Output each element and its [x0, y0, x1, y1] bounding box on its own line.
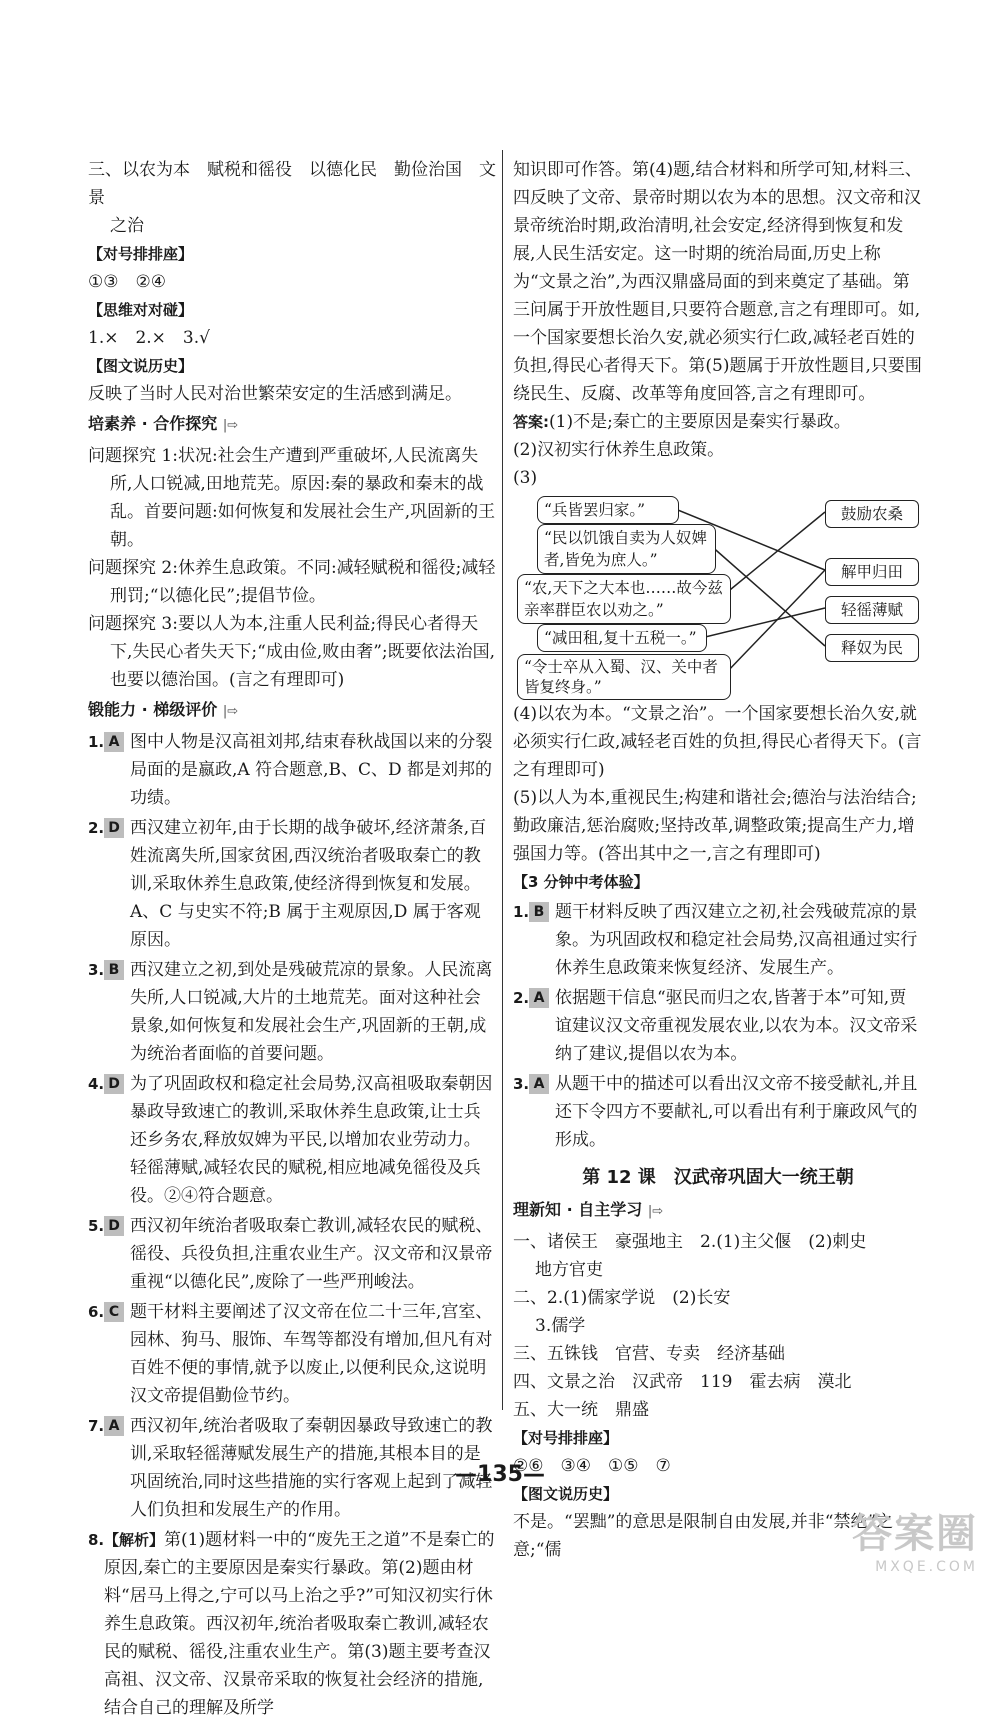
answer-choice: A — [529, 988, 549, 1008]
section-lixin — [513, 1196, 923, 1226]
section-three-cont: 之治 — [110, 216, 144, 236]
answer-item — [88, 814, 496, 954]
answer-5: (5)以人为本,重视民生;构建和谐社会;德治与法治结合;勤政廉洁,惩治腐败;坚持改革,调整政策;提高生产力,增强国力等。(答出其中之一,言之有理即可) — [513, 788, 917, 864]
quote-box: “令士卒从入蜀、汉、关中者皆复终身。” — [517, 654, 731, 700]
heading-3min: 【3 分钟中考体验】 — [513, 873, 649, 891]
policy-box: 轻徭薄赋 — [825, 596, 919, 624]
answer-choice: D — [104, 1216, 124, 1236]
item-explanation: 为了巩固政权和稳定社会局势,汉高祖吸取秦朝因暴政导致速亡的教训,采取休养生息政策,让士兵还乡务农,释放奴婢为平民,以增加农业劳动力。轻徭薄赋,减轻农民的赋税,相应地减免徭役及兵役。②④符合题意。 — [130, 1074, 493, 1206]
tuwen-answer: 反映了当时人民对治世繁荣安定的生活感到满足。 — [88, 384, 462, 404]
answer-choice: D — [104, 1074, 124, 1094]
quote-box: “农,天下之大本也……故今兹亲率群臣农以劝之。” — [517, 574, 731, 624]
policy-box: 释奴为民 — [825, 634, 919, 662]
policy-box: 解甲归田 — [825, 558, 919, 586]
answer-block — [513, 408, 923, 436]
match-line — [725, 570, 825, 674]
item-number: 8. — [88, 1531, 105, 1549]
left-column — [88, 156, 496, 1722]
answer-4: (4)以农为本。“文景之治”。一个国家要想长治久安,就必须实行仁政,减轻老百姓的负担,得民心者得天下。(言之有理即可) — [513, 704, 922, 780]
item-explanation: 西汉初年统治者吸取秦亡教训,减轻农民的赋税、徭役、兵役负担,注重农业生产。汉文帝和汉景帝重视“以德化民”,废除了一些严刑峻法。 — [130, 1216, 493, 1292]
answer-2: (2)汉初实行休养生息政策。 — [513, 440, 725, 460]
knowledge-3: 三、五铢钱 官营、专卖 经济基础 — [513, 1344, 785, 1364]
answer-label: 答案: — [513, 413, 549, 431]
tuwen-answer-2: 不是。“罢黜”的意思是限制自由发展,并非“禁绝”之意;“儒 — [513, 1512, 894, 1560]
answer-1: (1)不是;秦亡的主要原因是秦实行暴政。 — [549, 412, 851, 432]
inquiry-2: 问题探究 2:休养生息政策。不同:减轻赋税和徭役;减轻刑罚;“以德化民”;提倡节俭。 — [88, 558, 496, 606]
item-explanation: 西汉初年,统治者吸取了秦朝因暴政导致速亡的教训,采取轻徭薄赋发展生产的措施,其根本目的是巩固统治,同时这些措施的实行客观上起到了减轻人们负担和发展生产的作用。 — [130, 1416, 493, 1520]
right-column — [513, 156, 923, 1564]
answer-item — [88, 1212, 496, 1296]
answer-choice: C — [104, 1302, 124, 1322]
item-explanation: 图中人物是汉高祖刘邦,结束春秋战国以来的分裂局面的是嬴政,A 符合题意,B、C、D 都是刘邦的功绩。 — [130, 732, 493, 808]
heading-tuwen-2: 【图文说历史】 — [513, 1485, 619, 1503]
knowledge-2b: 3.儒学 — [535, 1316, 586, 1336]
answer-item — [88, 1298, 496, 1410]
answer-item — [88, 956, 496, 1068]
match-line — [725, 512, 825, 594]
answer-3-label: (3) — [513, 468, 538, 488]
watermark-text: 答案圈 — [852, 1511, 978, 1557]
matching-diagram — [513, 496, 923, 696]
section-three-line: 三、以农为本 赋税和徭役 以德化民 勤俭治国 文景 — [88, 160, 496, 208]
item-number: 2. — [88, 819, 105, 837]
lesson-title: 第 12 课 汉武帝巩固大一统王朝 — [582, 1167, 854, 1188]
item-explanation: 题干材料主要阐述了汉文帝在位二十三年,宫室、园林、狗马、服饰、车驾等都没有增加,但凡有对百姓不便的事情,就予以废止,以便利民众,这说明汉文帝提倡勤俭节约。 — [130, 1302, 493, 1406]
knowledge-4: 四、文景之治 汉武帝 119 霍去病 漠北 — [513, 1372, 852, 1392]
answer-choice: A — [104, 732, 124, 752]
quote-box: “减田租,复十五税一。” — [537, 624, 707, 652]
knowledge-1b: 地方官吏 — [535, 1260, 603, 1280]
section-duanlian-title: 锻能力 · 梯级评价 — [88, 700, 218, 719]
item-number: 2. — [513, 989, 530, 1007]
item-number: 3. — [88, 961, 105, 979]
knowledge-2: 二、2.(1)儒家学说 (2)长安 — [513, 1288, 731, 1308]
page-number: —135— — [455, 1462, 545, 1487]
section-arrow-icon: |⇨ — [647, 1204, 664, 1219]
item-number: 1. — [88, 733, 105, 751]
item-number: 6. — [88, 1303, 105, 1321]
answer-item-8 — [88, 1526, 496, 1722]
quote-box: “兵皆罢归家。” — [537, 496, 679, 524]
knowledge-1: 一、诸侯王 豪强地主 2.(1)主父偃 (2)刺史 — [513, 1232, 867, 1252]
answer-choice: D — [104, 818, 124, 838]
answer-item — [88, 1070, 496, 1210]
inquiry-3: 问题探究 3:要以人为本,注重人民利益;得民心者得天下,失民心者失天下;“成由俭,败由奢”;既要依法治国,也要以德治国。(言之有理即可) — [88, 614, 496, 690]
duihao-answer: ①③ ②④ — [88, 272, 166, 292]
item-explanation: 依据题干信息“驱民而归之农,皆著于本”可知,贾谊建议汉文帝重视发展农业,以农为本。汉文帝采纳了建议,提倡以农为本。 — [555, 988, 918, 1064]
item-explanation: 西汉建立之初,到处是残破荒凉的景象。人民流离失所,人口锐减,大片的土地荒芜。面对这种社会景象,如何恢复和发展社会生产,巩固新的王朝,成为统治者面临的首要问题。 — [130, 960, 493, 1064]
section-arrow-icon: |⇨ — [222, 418, 239, 433]
answer-choice: A — [529, 1074, 549, 1094]
heading-siwei: 【思维对对碰】 — [88, 301, 194, 319]
item-number: 4. — [88, 1075, 105, 1093]
quote-box: “民以饥饿自卖为人奴婢者,皆免为庶人。” — [537, 524, 716, 574]
item-explanation: 题干材料反映了西汉建立之初,社会残破荒凉的景象。为巩固政权和稳定社会局势,汉高祖通过实行休养生息政策来恢复经济、发展生产。 — [555, 902, 918, 978]
item-number: 5. — [88, 1217, 105, 1235]
item-number: 1. — [513, 903, 530, 921]
section-lixin-title: 理新知 · 自主学习 — [513, 1200, 643, 1219]
exam-item — [513, 984, 923, 1068]
section-peisu — [88, 410, 496, 440]
policy-box: 鼓励农桑 — [825, 500, 919, 528]
answer-item — [88, 728, 496, 812]
answer-choice: B — [104, 960, 124, 980]
answer-choice: B — [529, 902, 549, 922]
watermark-url: MXQE.COM — [875, 1559, 978, 1575]
siwei-answer: 1.× 2.× 3.√ — [88, 328, 210, 348]
exam-item — [513, 1070, 923, 1154]
heading-duihao: 【对号排排座】 — [88, 245, 194, 263]
analysis-tag: 【解析】 — [104, 1531, 165, 1549]
knowledge-5: 五、大一统 鼎盛 — [513, 1400, 649, 1420]
section-duanlian — [88, 696, 496, 726]
column-divider — [502, 150, 503, 1410]
item-explanation: 西汉建立初年,由于长期的战争破坏,经济萧条,百姓流离失所,国家贫困,西汉统治者吸取秦亡的教训,采取休养生息政策,使经济得到恢复和发展。A、C 与史实不符;B 属于主观原因,D 属于客观原因。 — [130, 818, 487, 950]
answer-choice: A — [104, 1416, 124, 1436]
watermark-logo — [788, 1502, 978, 1575]
heading-tuwen: 【图文说历史】 — [88, 357, 194, 375]
duihao-answer-2: ②⑥ ③④ ①⑤ ⑦ — [513, 1456, 671, 1476]
item-explanation: 第(1)题材料一中的“废先王之道”不是秦亡的原因,秦亡的主要原因是秦实行暴政。第(2)题由材料“居马上得之,宁可以马上治之乎?”可知汉初实行休养生息政策。西汉初年,统治者吸取秦亡教训,减轻农民的赋税、徭役,注重农业生产。第(3)题主要考查汉高祖、汉文帝、汉景帝采取的恢复社会经济的措施,结合自己的理解及所学 — [104, 1530, 495, 1718]
item-explanation: 从题干中的描述可以看出汉文帝不接受献礼,并且还下令四方不要献礼,可以看出有利于廉政风气的形成。 — [555, 1074, 918, 1150]
exam-item — [513, 898, 923, 982]
heading-duihao-2: 【对号排排座】 — [513, 1429, 619, 1447]
q8-continued: 知识即可作答。第(4)题,结合材料和所学可知,材料三、四反映了文帝、景帝时期以农为本的思想。汉文帝和汉景帝统治时期,政治清明,社会安定,经济得到恢复和发展,人民生活安定。这一时期的统治局面,历史上称为“文景之治”,为西汉鼎盛局面的到来奠定了基础。第三问属于开放性题目,只要符合题意,言之有理即可。如,一个国家要想长治久安,就必须实行仁政,减轻老百姓的负担,得民心者得天下。第(5)题属于开放性题目,只要围绕民生、反腐、改革等角度回答,言之有理即可。 — [513, 160, 922, 404]
item-number: 3. — [513, 1075, 530, 1093]
item-number: 7. — [88, 1417, 105, 1435]
section-arrow-icon: |⇨ — [222, 704, 239, 719]
inquiry-1: 问题探究 1:状况:社会生产遭到严重破坏,人民流离失所,人口锐减,田地荒芜。原因:秦的暴政和秦末的战乱。首要问题:如何恢复和发展社会生产,巩固新的王朝。 — [88, 446, 496, 550]
section-peisu-title: 培素养 · 合作探究 — [88, 414, 218, 433]
